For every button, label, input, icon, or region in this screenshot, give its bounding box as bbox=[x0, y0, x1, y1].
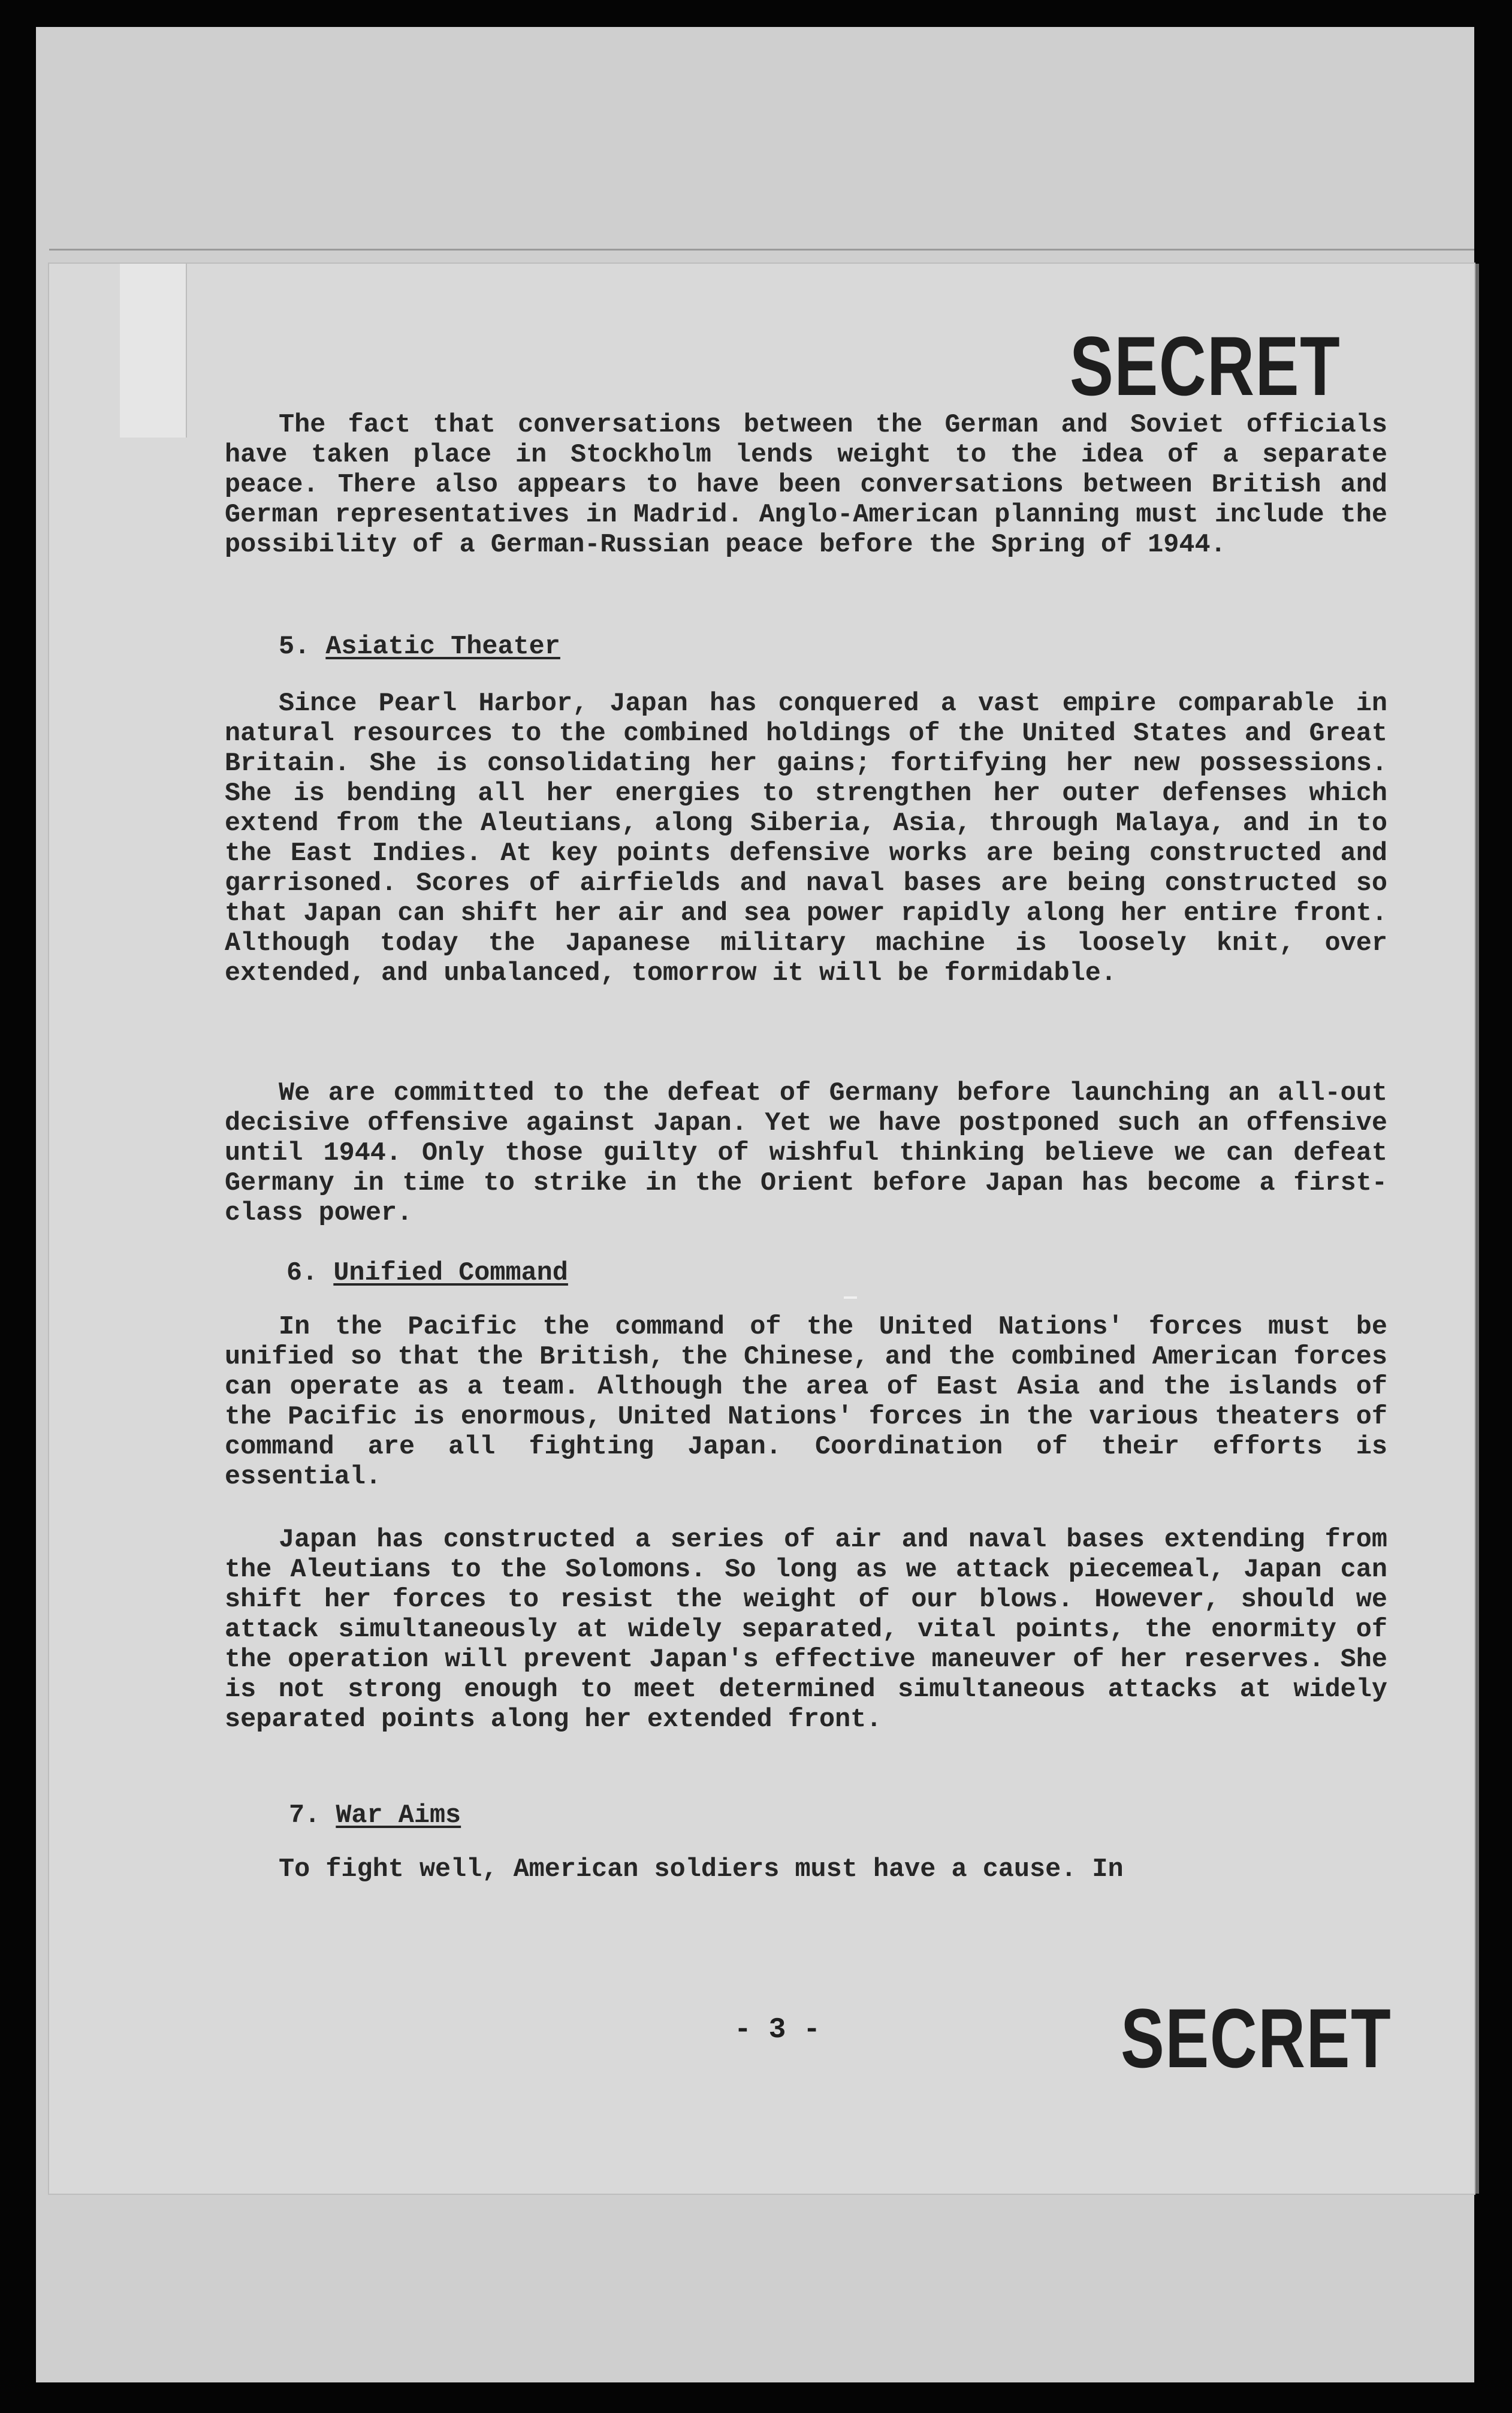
paragraph-japan-empire: Since Pearl Harbor, Japan has conquered a vast empire comparable in natural resources to the combined holdings of the United States and Great Britain. She is consolidating her gains; fortifying her new possessions. She is bending all her energies to strengthen her outer defenses which extend from the Aleutians, along Siberia, Asia, through Malaya, and in to the East Indies. At key points defensive works are being constructed and garrisoned. Scores of airfields and naval bases are being constructed so that Japan can shift her air and sea power rapidly along her entire front. Although today the Japanese military machine is loosely knit, over extended, and unbalanced, tomorrow it will be formidable. bbox=[225, 689, 1387, 988]
section-number: 6. bbox=[286, 1259, 318, 1288]
section-heading-war-aims bbox=[289, 1801, 461, 1831]
paragraph-japan-bases: Japan has constructed a series of air and naval bases extending from the Aleutians to the Solomons. So long as we attack piecemeal, Japan can shift her forces to resist the weight of our blows. However, should we attack simultaneously at widely separated, vital points, the enormity of the operation will prevent Japan's effective maneuver of her reserves. She is not strong enough to meet determined simultaneous attacks at widely separated points along her extended front. bbox=[225, 1525, 1387, 1735]
section-number: 7. bbox=[289, 1801, 321, 1830]
secret-stamp-bottom: SECRET bbox=[1121, 1991, 1392, 2085]
paper-mark bbox=[844, 1296, 857, 1299]
secret-stamp-top: SECRET bbox=[1070, 319, 1341, 413]
page-number: - 3 - bbox=[734, 2014, 821, 2046]
section-title: Asiatic Theater bbox=[325, 632, 560, 662]
paragraph-separate-peace: The fact that conversations between the German and Soviet officials have taken place in Stockholm lends weight to the idea of a separate peace. There also appears to have been conversations between British and German representatives in Madrid. Anglo-American planning must include the possibility of a German-Russian peace before the Spring of 1944. bbox=[225, 411, 1387, 560]
section-number: 5. bbox=[279, 632, 310, 662]
page-fold-line bbox=[49, 249, 1474, 251]
paragraph-pacific-command: In the Pacific the command of the United Nations' forces must be unified so that the British, the Chinese, and the combined American forces can operate as a team. Although the area of East Asia and the islands of the Pacific is enormous, United Nations' forces in the various theaters of command are all fighting Japan. Coordination of their efforts is essential. bbox=[225, 1313, 1387, 1492]
section-title: Unified Command bbox=[333, 1259, 568, 1288]
section-heading-unified-command bbox=[286, 1259, 568, 1289]
section-title: War Aims bbox=[336, 1801, 461, 1830]
paragraph-germany-first: We are committed to the defeat of Germany before launching an all-out decisive offensive against Japan. Yet we have postponed such an offensive until 1944. Only those guilty of wishful thinking believe we can defeat Germany in time to strike in the Orient before Japan has become a first-class power. bbox=[225, 1079, 1387, 1228]
section-heading-asiatic-theater bbox=[279, 632, 560, 662]
paragraph-fight-well: To fight well, American soldiers must have a cause. In bbox=[279, 1855, 1124, 1884]
paper-tab bbox=[120, 264, 187, 438]
